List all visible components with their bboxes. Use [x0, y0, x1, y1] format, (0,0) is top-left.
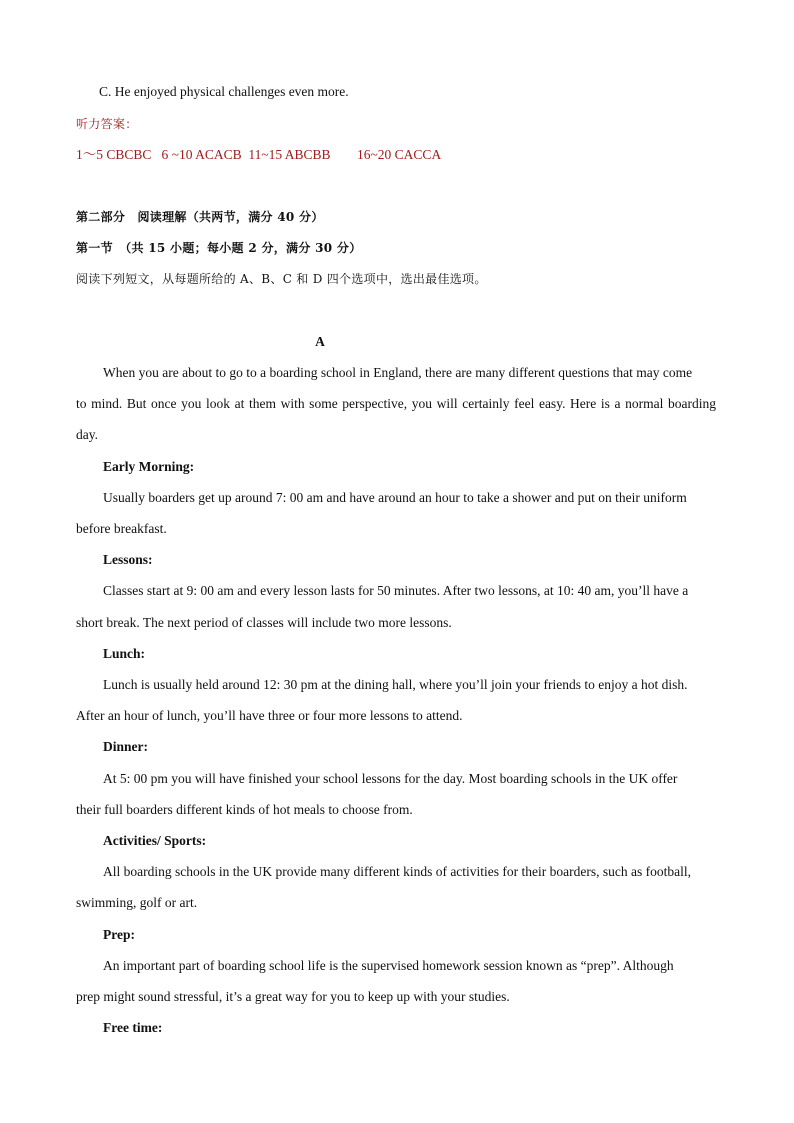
section-one-title: 第一节 （共 15 小题；每小题 2 分，满分 30 分） [76, 241, 362, 255]
heading-dinner: Dinner: [103, 739, 148, 754]
passage-letter: A [315, 334, 325, 349]
early-line-2: before breakfast. [76, 521, 167, 536]
activities-line-1: All boarding schools in the UK provide many different kinds of activities for their boarders, such as football, [103, 864, 691, 879]
activities-line-2: swimming, golf or art. [76, 895, 198, 910]
dinner-line-1: At 5: 00 pm you will have finished your school lessons for the day. Most boarding schools in the UK offer [103, 771, 678, 786]
prep-line-2: prep might sound stressful, it’s a great way for you to keep up with your studies. [76, 989, 510, 1004]
reading-instructions: 阅读下列短文，从每题所给的 A、B、C 和 D 四个选项中，选出最佳选项。 [76, 272, 487, 286]
lunch-line-1: Lunch is usually held around 12: 30 pm at the dining hall, where you’ll join your friends to enjoy a hot dish. [103, 677, 688, 692]
answer-label: 听力答案： [76, 117, 138, 131]
dinner-line-2: their full boarders different kinds of hot meals to choose from. [76, 802, 413, 817]
heading-prep: Prep: [103, 927, 135, 942]
heading-free-time: Free time: [103, 1020, 163, 1035]
heading-lessons: Lessons: [103, 552, 153, 567]
listening-option-c: C. He enjoyed physical challenges even more. [99, 84, 349, 99]
intro-line-3: day. [76, 427, 98, 442]
lessons-line-2: short break. The next period of classes will include two more lessons. [76, 615, 452, 630]
part-two-title: 第二部分 阅读理解（共两节，满分 40 分） [76, 210, 324, 224]
heading-early-morning: Early Morning: [103, 459, 195, 474]
intro-line-2: to mind. But once you look at them with some perspective, you will certainly feel easy. Here is a normal boarding [76, 396, 716, 411]
heading-activities: Activities/ Sports: [103, 833, 207, 848]
intro-line-1: When you are about to go to a boarding school in England, there are many different questions that may come [103, 365, 693, 380]
answers-1-15: 1～5 CBCBC 6 ~10 ACACB 11~15 ABCBB [76, 147, 331, 162]
lunch-line-2: After an hour of lunch, you’ll have three or four more lessons to attend. [76, 708, 463, 723]
prep-line-1: An important part of boarding school life is the supervised homework session known as “prep”. Although [103, 958, 674, 973]
early-line-1: Usually boarders get up around 7: 00 am and have around an hour to take a shower and put on their uniform [103, 490, 687, 505]
answers-16-20: 16~20 CACCA [357, 147, 442, 162]
heading-lunch: Lunch: [103, 646, 146, 661]
lessons-line-1: Classes start at 9: 00 am and every lesson lasts for 50 minutes. After two lessons, at 10: 40 am, you’ll have a [103, 583, 689, 598]
